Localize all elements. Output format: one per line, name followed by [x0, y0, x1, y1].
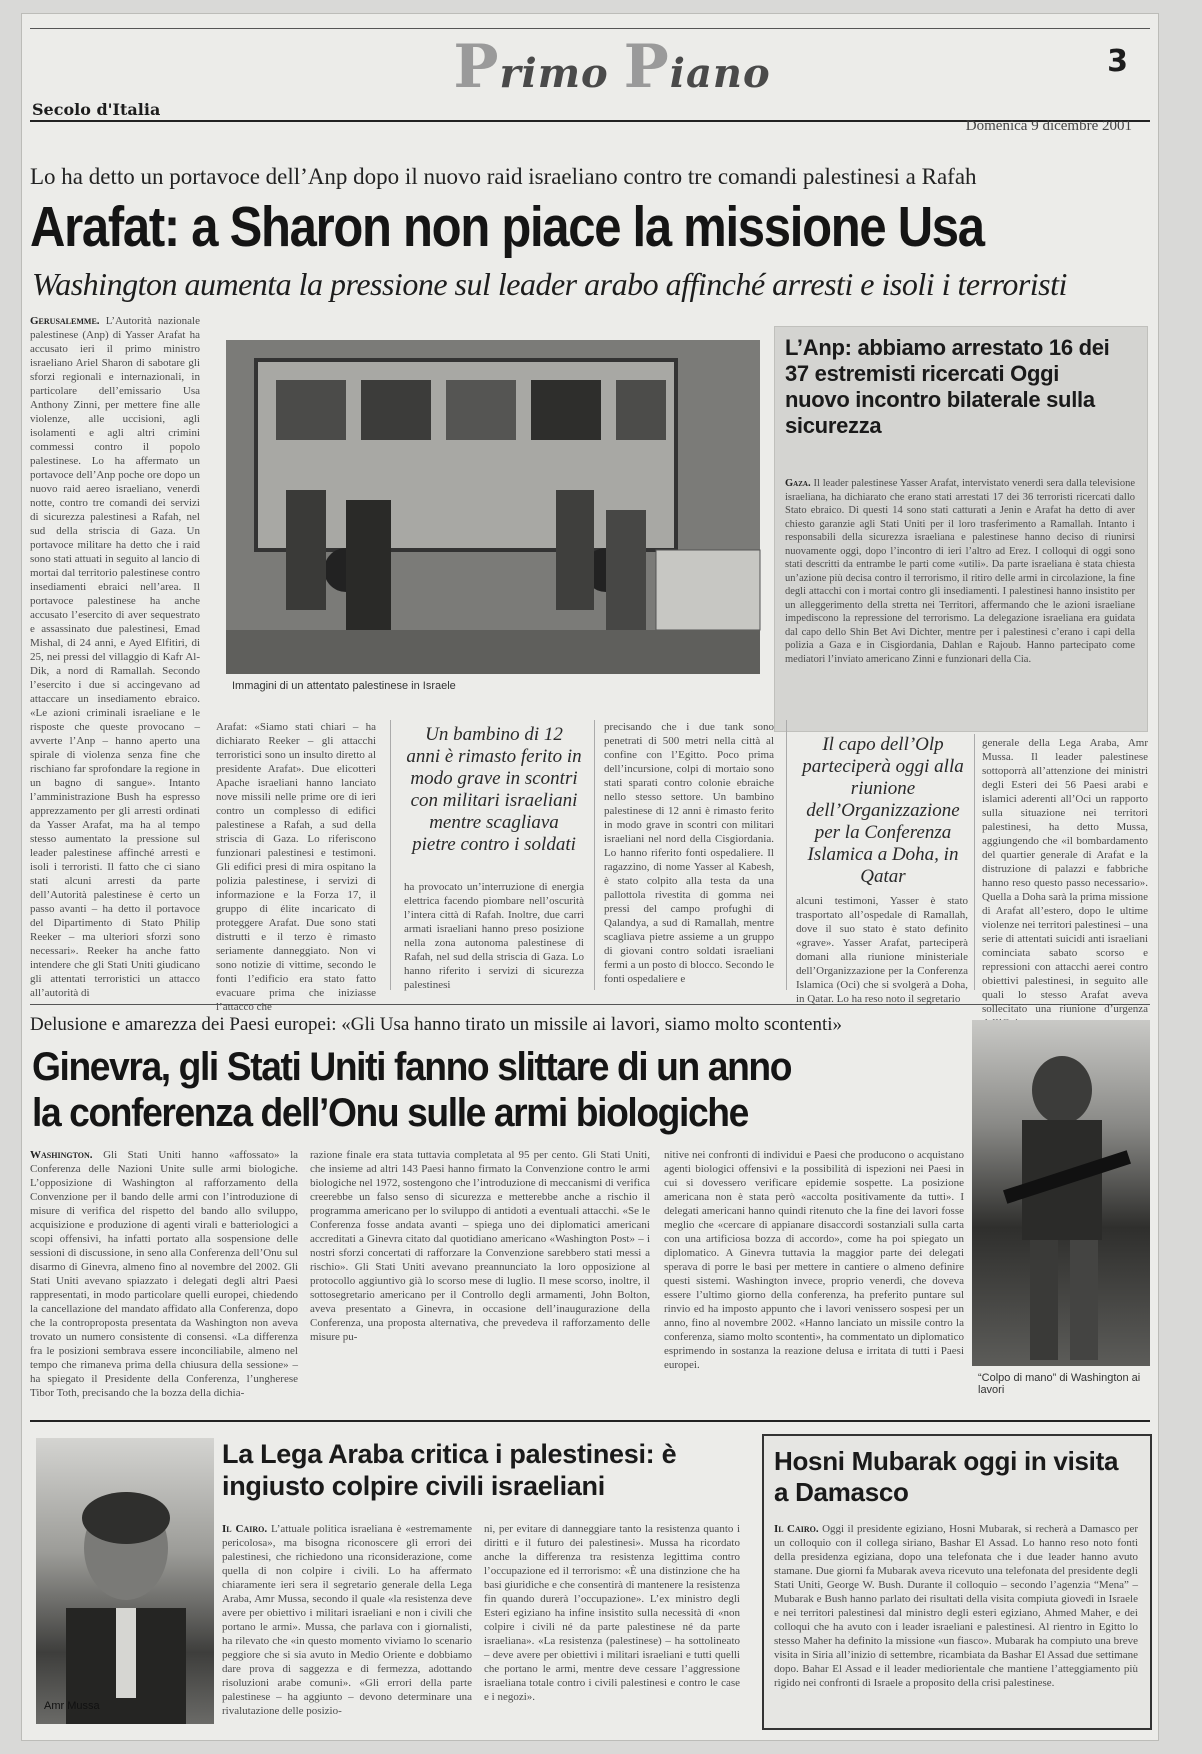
- mubarak-text: [774, 1522, 1138, 1718]
- mubarak-dateline: Il Cairo.: [774, 1523, 819, 1535]
- lead-kicker: Lo ha detto un portavoce dell’Anp dopo il nuovo raid israeliano contro tre comandi palestinesi a Rafah: [30, 164, 977, 189]
- lead-column-4: precisando che i due tank sono penetrati di 500 metri nella città al confine con l’Egitto. Poco prima dell’incursione, colpi di mortaio sono stati sparati contro colonie ebraiche nello stesso settore. Un bambino palestinese di 12 anni è rimasto ferito in modo grave in scontri con militari israeliani nel nord della Cisgiordania. Lo hanno riferito fonti ospedaliere. Il ragazzino, di nome Yasser al Kabesh, è stato colpito alla testa da una pallottola rivestita di gomma nei pressi del campo profughi di Qalandya, a sud di Ramallah, mentre scagliava pietre assieme a un gruppo di giovani contro soldati israeliani fermi a un posto di blocco. Secondo le fonti ospedaliere e: [604, 721, 774, 985]
- attack-photo-caption: Immagini di un attentato palestinese in Israele: [232, 680, 456, 692]
- section-title-initial-1: P: [453, 32, 500, 102]
- geneva-column-3: nitive nei confronti di individui e Paesi che producono o acquistano agenti biologici offensivi e la possibilità di ispezioni nei Paesi in cui si dovessero verificare epidemie sospette. La posizione americana non è stata però «accolta positivamente da tutti». I delegati americani hanno quindi ritenuto che la fine dei lavori fosse meglio che «cercare di appianare disaccordi sostanziali sulla carta con una artificiosa bozza di accordo», come ha poi spiegato un diplomatico. A Ginevra tuttavia la maggior parte dei delegati sperava di porre le basi per mettere in cantiere o almeno definire questi sistemi. Washington invece, proprio venerdì, che doveva essere l’ultimo giorno della conferenza, ha preferito puntare sul rinvio ed ha imposto appunto che i lavori venissero sospesi per un anno, fino al novembre 2002. «Hanno lanciato un missile contro la conferenza, siamo molto scontenti», ha commentato un diplomatico esprimendo in sostanza la reazione delusa e irritata di tutti i Paesi europei.: [664, 1149, 964, 1371]
- section-title-part-2: iano: [669, 50, 771, 97]
- lead-column-5: alcuni testimoni, Yasser è stato trasportato all’ospedale di Ramallah, dove il suo stato è stato definito «grave». Yasser Arafat, parteciperà domani alla riunione ministeriale dell’Organizzazione per la Conferenza Islamica (Oci) che si svolgerà a Doha, in Qatar. Lo ha reso noto il segretario: [796, 895, 968, 1005]
- arab-league-headline: La Lega Araba critica i palestinesi: è ingiusto colpire civili israeliani: [222, 1439, 677, 1501]
- soldier-photo: [972, 1020, 1150, 1366]
- attack-photo: [226, 340, 760, 674]
- section-title-initial-2: P: [623, 32, 670, 102]
- lead-quote-1: Un bambino di 12 anni è rimasto ferito in modo grave in scontri con militari israeliani mentre scagliava pietre contro i soldati: [406, 724, 582, 855]
- mubarak-headline: Hosni Mubarak oggi in visita a Damasco: [774, 1446, 1119, 1507]
- anp-body: Il leader palestinese Yasser Arafat, intervistato venerdì sera dalla televisione israeliana, ha dichiarato che erano stati arrestati 17 dei 36 terroristi ricercati dallo Stato ebraico. Di questi 14 sono stati catturati a Jenin e Arafat ha detto di aver chiesto garanzie agli Stati Uniti per il loro trasferimento a Ramallah. Intanto i responsabili della sicurezza israeliana e palestinese hanno deciso di riunirsi nuovamente oggi, dopo l’incontro di ieri l’altro ad Erez. I colloqui di oggi sono stati descritti da entrambe le parti come «utili». Da parte israeliana è stata chiesta un’azione più decisa contro il terrorismo, il ritiro delle armi in circolazione, la fine degli attacchi con i mortai contro gli insediamenti. I palestinesi hanno insistito per un alleggerimento della stretta nei Territori, affermando che le azioni israeliane impediscono la repressione del terrorismo. La delegazione israeliana era guidata dal capo dello Shin Bet Avi Dichter, mentre per i palestinesi c’erano i capi della polizia a Gaza e in Cisgiordania, Dahlan e Rajoub. Hanno partecipato come mediatori l’inviato americano Zinni e funzionari della Cia.: [785, 478, 1136, 665]
- geneva-headline-line-1: Ginevra, gli Stati Uniti fanno slittare di un anno: [32, 1045, 792, 1089]
- geneva-column-1: [30, 1148, 298, 1408]
- arab-league-column-2: ni, per evitare di danneggiare tanto la resistenza quanto i diritti e il futuro dei palestinesi». Mussa ha ricordato anche la differenza tra resistenza legittima contro l’occupazione ed il terrorismo: «È una distinzione che ha basi giuridiche e che consentirà di mantenere la resistenza fin quando durerà l’occupazione». L’ex ministro degli Esteri egiziano ha infine insistito sulla necessità di «non colpire i civili né da parte palestinese né da parte israeliana». «La resistenza (palestinese) – ha sottolineato – deve avere per obiettivi i militari israeliani e tutti quelli che portano le armi, mentre deve cessare l’aggressione israeliana totale contro i civili palestinesi e contro le case e i negozi».: [484, 1523, 740, 1703]
- geneva-column-1-text: Gli Stati Uniti hanno «affossato» la Conferenza delle Nazioni Unite sulle armi biologiche. L’opposizione di Washington al rafforzamento della Convenzione per il bando delle armi con l’introduzione di misure di verifica del rispetto del bando allo sviluppo, acquisizione e produzione di agenti virali e batteriologici a scopi offensivi, ha infatti portato alla sospensione delle sessioni di discussione, in seno alla Conferenza dell’Onu sul disarmo di Ginevra, almeno fino al novembre del 2002. Gli Stati Uniti avevano spiazzato i delegati degli altri Paesi rappresentati, in modo particolare quelli europei, chiedendo la cancellazione del mandato affidato alla Conferenza, dopo che la controproposta presentata da Washington non aveva trovato un numero consistente di consensi. «La differenza fra le posizioni sembrava essere inconciliabile, almeno nel tempo che rimaneva prima della chiusura della sessione» – ha spiegato il Presidente della Conferenza, l’ungherese Tibor Toth, precisando che la bozza della dichia-: [30, 1149, 299, 1399]
- lead-column-1-text: L’Autorità nazionale palestinese (Anp) di Yasser Arafat ha accusato ieri il primo ministro israeliano Ariel Sharon di sabotare gli sforzi regionali e internazionali, in particolare dell’emissario Usa Anthony Zinni, per mettere fine alle violenze, alle uccisioni, agli isolamenti e agli altri crimini commessi contro il popolo palestinese. Lo ha affermato un portavoce dell’Anp poche ore dopo un nuovo raid aereo israeliano, venerdì notte, contro tre comandi dei servizi di sicurezza palestinesi a Rafah, nel sud della striscia di Gaza. Un portavoce militare ha detto che i raid sono stati attuati in seguito al lancio di mortai dal territorio palestinese contro insediamenti ebraici nell’area. Il portavoce palestinese ha anche accusato l’esercito di aver sequestrato e assassinato due palestinesi, Emad Mishal, di 24 anni, e Ayed Elfitiri, di 25, nei pressi del villaggio di Kafr Al-Dik, a nord di Ramallah. Secondo l’esercito i due si accingevano ad attaccare un insediamento ebraico. «Le azioni criminali israeliane e le risposte che queste provocano – avverte l’Anp – hanno aperto una spirale di violenza senza fine che rischiano far sprofondare la regione in un bagno di sangue». Intanto l’amministrazione Bush ha espresso apprezzamento per gli arresti ordinati da Yasser Arafat, ma ha al tempo stesso aumentato la pressione sul leader palestinese affinché arresti e isoli i terroristi. Il fatto che ci siano stati alcuni arresti da parte dell’Autorità palestinese è certo un passo avanti – ha detto il portavoce del Dipartimento di Stato Philip Reeker – ma ulteriori sforzi sono necessari». Reeker ha anche fatto intendere che gli Stati Uniti giudicano gli attentati terroristici un attacco all’autorità di: [30, 315, 200, 999]
- issue-date: Domenica 9 dicembre 2001: [965, 118, 1132, 134]
- section-title: [452, 32, 772, 102]
- anp-dateline: Gaza.: [785, 478, 811, 489]
- soldier-image: [972, 1020, 1150, 1366]
- mubarak-body: Oggi il presidente egiziano, Hosni Mubarak, si recherà a Damasco per un colloquio con il collega siriano, Bashar El Assad. Lo hanno reso noto fonti della presidenza egiziana, dopo una telefonata che i due leader hanno avuto stamane. Due giorni fa Mubarak aveva ricevuto una telefonata del presidente degli Stati Uniti, George W. Bush. Durante il colloquio – secondo l’agenzia “Mena” – Mubarak e Bush hanno parlato dei risultati della visita compiuta giovedì in Israele e nei territori palestinesi dal ministro degli esteri egiziano, Ahmed Maher, e dei colloqui che ha avuto con i leader israeliani e palestinesi. Al rientro in Egitto lo stesso Maher ha definito la missione «un fiasco». Mubarak ha compiuto una breve visita in Siria all’inizio di settembre, ricambiata da Bashar El Assad due settimane dopo. Bahar El Assad e il leader mediorientale che mantiene l’atteggiamento più rigido nei confronti di Israele a proposito della crisi palestinese.: [774, 1523, 1138, 1689]
- geneva-headline: [32, 1044, 791, 1136]
- newspaper-page: [22, 14, 1158, 1740]
- geneva-column-2: razione finale era stata tuttavia completata al 95 per cento. Gli Stati Uniti, che insieme ad altri 143 Paesi hanno firmato la Convenzione contro le armi biologiche nel 1972, sostengono che l’introduzione di meccanismi di verifica creerebbe un falso senso di sicurezza e metterebbe anche a rischio il programma americano per lo sviluppo di antidoti a eventuali attacchi. «Se le Conferenza fosse andata avanti – spiega uno dei diplomatici americani accreditati a Ginevra citato dal quotidiano americano «Washington Post» – i nostri sforzi concertati di rafforzare la Convenzione sarebbero stati messi a rischio». Gli Stati Uniti avevano preannunciato la loro opposizione al protocollo aggiuntivo già lo scorso mese di luglio. Il mese scorso, inoltre, il sottosegretario americano per il Controllo degli armamenti, John Bolton, aveva presentato a Ginevra, in occasione dell’inaugurazione della Conferenza, una proposta alternativa, che prevedeva il rafforzamento delle misure pu-: [310, 1149, 650, 1343]
- amr-mussa-photo: [36, 1438, 214, 1724]
- anp-sidebar-text: [785, 477, 1135, 723]
- anp-sidebar: [774, 326, 1148, 732]
- lead-column-2: Arafat: «Siamo stati chiari – ha dichiarato Reeker – gli attacchi terroristici sono un insulto diretto al presidente Arafat». Due elicotteri Apache israeliani hanno lanciato nove missili nelle prime ore di ieri contro un complesso di edifici palestinese a Rafah, a sud della striscia di Gaza. Lo riferiscono funzionari palestinesi e testimoni. Gli edifici presi di mira ospitano la polizia palestinese, i servizi di informazione e la Forza 17, il gruppo di élite incaricato di proteggere Arafat. Due sono stati distrutti e il terzo è rimasto seriamente danneggiato. Non vi sono notizie di vittime, secondo le fonti l’edificio era stato fatto evacuare prima che iniziasse l’attacco che: [216, 721, 376, 1013]
- arab-league-column-1-text: L’attuale politica israeliana è «estremamente pericolosa», ma bisogna riconoscere gli errori dei palestinesi, che richiedono una riconsiderazione, come quella di non colpire i civili. Lo ha affermato chiaramente ieri sera il segretario generale della Lega Araba, Amr Mussa, secondo il quale «la resistenza deve avere per obiettivo i militari israeliani e non i civili che portano le armi». Mussa, che parlava con i giornalisti, ha rilevato che «in questo momento viviamo lo scenario peggiore che si sia avuto in Medio Oriente e dobbiamo dare prova di saggezza e di fermezza, adottando risoluzioni arabe comuni». «Gli errori della parte palestinese – ha aggiunto – devono determinare una rivalutazione delle posizio-: [222, 1523, 473, 1717]
- lead-headline: Arafat: a Sharon non piace la missione Usa: [30, 195, 984, 259]
- arab-league-dateline: Il Cairo.: [222, 1523, 268, 1535]
- arab-league-column-1: [222, 1522, 472, 1728]
- geneva-headline-line-2: la conferenza dell’Onu sulle armi biologiche: [32, 1091, 748, 1135]
- lead-column-1: [30, 314, 200, 999]
- amr-mussa-caption: Amr Mussa: [44, 1700, 100, 1712]
- paper-name: Secolo d'Italia: [32, 100, 161, 119]
- geneva-bottom-rule: [30, 1420, 1150, 1422]
- lead-column-3: ha provocato un’interruzione di energia elettrica facendo piombare nell’oscurità l’intera città di Rafah. Inoltre, due carri armati israeliani hanno preso posizione nella zona autonoma palestinese di Rafah, nel sud della striscia di Gaza. Lo hanno riferito i servizi di sicurezza palestinesi: [404, 881, 584, 991]
- geneva-dateline: Washington.: [30, 1149, 93, 1161]
- anp-sidebar-headline: L’Anp: abbiamo arrestato 16 dei 37 estremisti ricercati Oggi nuovo incontro bilaterale sulla sicurezza: [785, 335, 1110, 438]
- page-number: 3: [1107, 44, 1128, 79]
- lead-column-6: generale della Lega Araba, Amr Mussa. Il leader palestinese sottoporrà all’attenzione dei ministri degli Esteri dei 56 Paesi arabi e islamici aderenti all’Oci un rapporto sulla situazione nei territori palestinesi, ha detto Mussa, aggiungendo che «il bombardamento del quartier generale di Arafat e la distruzione di palazzi e fabbriche hanno reso questo passo necessario». Quella a Doha sarà la prima missione di Arafat all’estero, dopo le ultime violenze nei territori palestinesi – una serie di attentati suicidi anti israeliani cominciata sabato scorso e repressioni con attacchi aerei contro obiettivi palestinesi, in seguito alle quali lo stesso Arafat aveva sollecitato una riunione d’urgenza: [982, 737, 1148, 1015]
- lead-subhead: Washington aumenta la pressione sul leader arabo affinché arresti e isoli i terroristi: [32, 266, 1067, 302]
- mubarak-box: [762, 1434, 1152, 1730]
- portrait-image: [36, 1438, 214, 1724]
- lead-dateline: Gerusalemme.: [30, 315, 100, 327]
- bus-attack-image: [226, 340, 760, 674]
- lead-bottom-rule: [30, 1004, 1150, 1005]
- geneva-kicker: Delusione e amarezza dei Paesi europei: «Gli Usa hanno tirato un missile ai lavori, siamo molto scontenti»: [30, 1014, 843, 1035]
- top-rule: [30, 28, 1150, 29]
- soldier-photo-caption: “Colpo di mano” di Washington ai lavori: [978, 1372, 1141, 1396]
- section-title-part-1: rimo: [499, 50, 624, 97]
- lead-quote-2: Il capo dell’Olp parteciperà oggi alla riunione dell’Organizzazione per la Conferenza Islamica a Doha, in Qatar: [802, 734, 964, 887]
